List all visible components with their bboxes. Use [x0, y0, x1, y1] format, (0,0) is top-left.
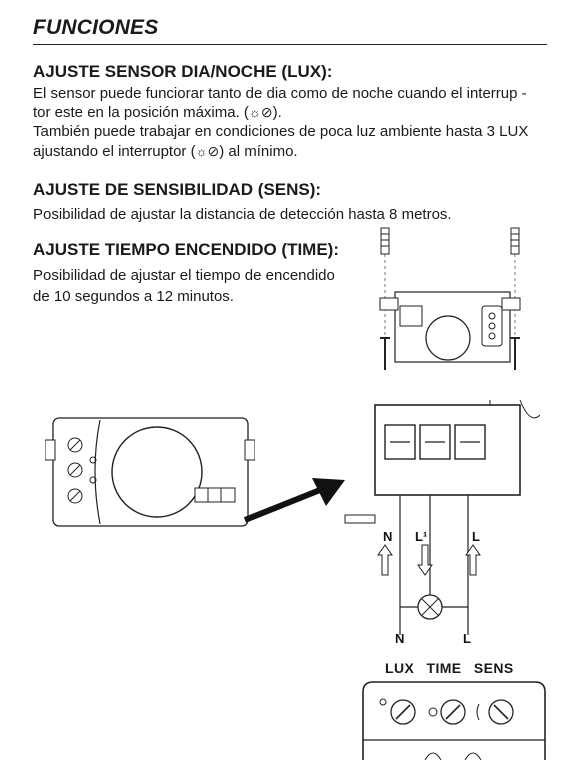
- section-lux-line-4-text: ajustando el interruptor (: [33, 143, 196, 160]
- section-lux-line-2-text: tor este en la posición máxima. (: [33, 104, 249, 121]
- controls-label-row: [385, 660, 514, 676]
- adjustment-knob-icon: [489, 700, 513, 724]
- section-lux-line-4-end: ) al mínimo.: [219, 143, 298, 160]
- control-panel-closeup: [355, 680, 550, 760]
- sun-moon-dial-icon: ☼: [248, 105, 261, 120]
- screw-icon: [510, 338, 520, 370]
- section-lux-line-4: [33, 142, 298, 161]
- adjustment-knob-icon: [68, 489, 82, 503]
- section-lux-line-1: El sensor puede funciorar tanto de dia como de noche cuando el interrup -: [33, 85, 527, 102]
- light-bulb-icon: [418, 595, 442, 619]
- page-title: FUNCIONES: [33, 16, 159, 39]
- bottom-label-n: N: [395, 631, 405, 645]
- control-label-time: TIME: [426, 660, 462, 676]
- screw-anchor-icon: [511, 228, 519, 254]
- section-heading-lux: AJUSTE SENSOR DIA/NOCHE (LUX):: [33, 62, 333, 81]
- bottom-label-l: L: [463, 631, 471, 645]
- control-label-sens: SENS: [473, 660, 514, 676]
- screw-anchor-icon: [381, 228, 389, 254]
- adjustment-knob-icon: [391, 700, 415, 724]
- arrow-icon: [240, 470, 350, 530]
- section-time-line-1: Posibilidad de ajustar el tiempo de encendido: [33, 267, 335, 284]
- section-heading-sens: AJUSTE DE SENSIBILIDAD (SENS):: [33, 180, 322, 199]
- terminal-label-l1: L¹: [415, 529, 428, 544]
- knob-max-icon: ⊘: [260, 104, 273, 120]
- adjustment-knob-icon: [441, 700, 465, 724]
- mounting-illustration: [370, 220, 530, 380]
- section-lux-line-3: También puede trabajar en condiciones de poca luz ambiente hasta 3 LUX: [33, 123, 529, 140]
- sun-moon-dial-icon: ☼: [195, 144, 208, 159]
- title-rule: [33, 44, 547, 45]
- adjustment-knob-icon: [68, 463, 82, 477]
- wiring-diagram: [340, 395, 540, 645]
- section-sens-line-1: Posibilidad de ajustar la distancia de detección hasta 8 metros.: [33, 206, 452, 223]
- section-time-line-2: de 10 segundos a 12 minutos.: [33, 288, 234, 305]
- screw-icon: [380, 338, 390, 370]
- section-lux-line-2: tor este en la posición máxima. (☼⊘).: [33, 104, 282, 121]
- sensor-device-illustration: [45, 410, 255, 530]
- adjustment-knob-icon: [68, 438, 82, 452]
- knob-min-icon: ⊘: [207, 143, 220, 159]
- control-label-lux: LUX: [385, 660, 415, 676]
- terminal-label-n: N: [383, 529, 393, 544]
- terminal-label-l: L: [472, 529, 480, 544]
- section-heading-time: AJUSTE TIEMPO ENCENDIDO (TIME):: [33, 240, 340, 259]
